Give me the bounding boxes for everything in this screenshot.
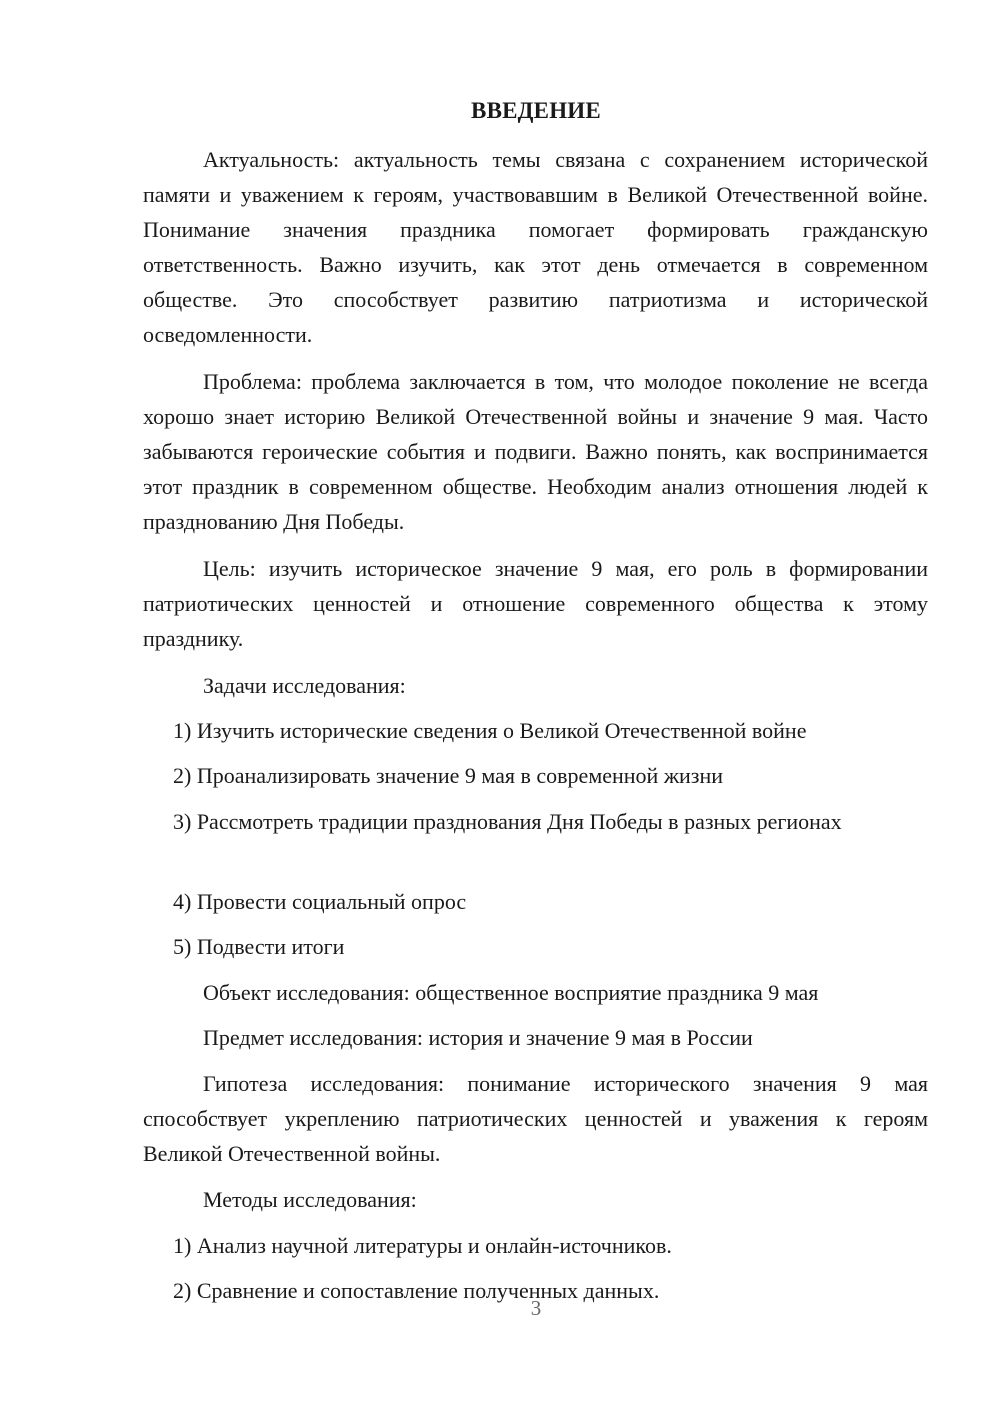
method-item: 2) Сравнение и сопоставление полученных данных. [173,1278,660,1303]
hypothesis-paragraph: Гипотеза исследования: понимание исторического значения 9 мая способствует укреплению патриотических ценностей и уважения к героям Великой Отечественной войны. [143,1071,928,1166]
method-item: 1) Анализ научной литературы и онлайн-источников. [173,1233,672,1258]
tasks-heading: Задачи исследования: [203,673,406,698]
task-item: 1) Изучить исторические сведения о Великой Отечественной войне [173,718,807,743]
task-item: 5) Подвести итоги [173,934,345,959]
task-item: 3) Рассмотреть традиции празднования Дня Победы в разных регионах [173,809,842,834]
page-number: 3 [530,1296,542,1320]
task-item: 4) Провести социальный опрос [173,889,467,914]
problem-paragraph: Проблема: проблема заключается в том, что молодое поколение не всегда хорошо знает историю Великой Отечественной войны и значение 9 мая. Часто забываются героические события и подвиги. Важно понять, как воспринимается этот праздник в современном обществе. Необходим анализ отношения людей к празднованию Дня Победы. [143,369,928,534]
goal-paragraph: Цель: изучить историческое значение 9 мая, его роль в формировании патриотических ценностей и отношение современного общества к этому празднику. [143,556,928,651]
section-heading: ВВЕДЕНИЕ [471,98,601,123]
object-line: Объект исследования: общественное восприятие праздника 9 мая [203,980,819,1005]
subject-line: Предмет исследования: история и значение 9 мая в России [203,1025,753,1050]
methods-heading: Методы исследования: [203,1187,417,1212]
task-item: 2) Проанализировать значение 9 мая в современной жизни [173,763,724,788]
relevance-paragraph: Актуальность: актуальность темы связана с сохранением исторической памяти и уважением к героям, участвовавшим в Великой Отечественной войне. Понимание значения праздника помогает формировать гражданскую ответственность. Важно изучить, как этот день отмечается в современном обществе. Это способствует развитию патриотизма и исторической осведомленности. [143,147,928,347]
